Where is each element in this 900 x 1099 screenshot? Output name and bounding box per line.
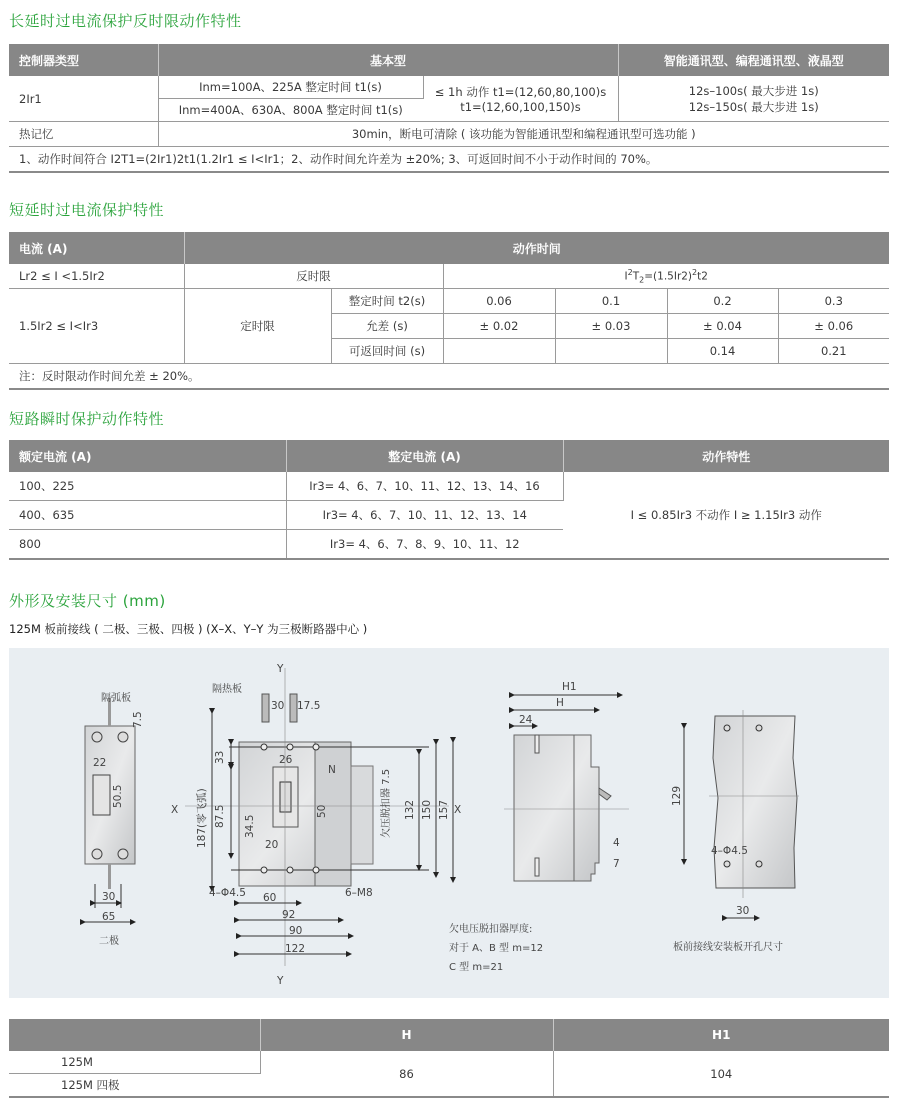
header-controller-type: 控制器类型: [9, 44, 158, 76]
long-delay-note: 1、动作时间符合 I2T1=(2Ir1)2t1(1.2Ir1 ≤ I<Ir1；2、动作时间允许差为 ±20%; 3、可返回时间不小于动作时间的 70%。: [9, 147, 889, 173]
header-action-time: 动作时间: [184, 232, 889, 264]
param-value: 0.06: [443, 289, 555, 314]
axis-x-right: X: [454, 804, 462, 816]
param-label: 整定时间 t2(s): [331, 289, 443, 314]
row-label-2ir1: 2Ir1: [9, 76, 158, 122]
panel-cutout-view: [671, 710, 799, 953]
dimensions-caption: 125M 板前接线 ( 二极、三极、四极 ) (X–X、Y–Y 为三极断路器中心 ): [9, 622, 368, 636]
basic-value-2: t1=(12,60,100,150)s: [460, 99, 581, 114]
panel-caption: 板前接线安装板开孔尺寸: [673, 942, 783, 953]
dim-front-6-m8: 6–M8: [345, 887, 373, 899]
heat-plate: [290, 694, 297, 722]
front-view: [185, 668, 453, 966]
param-value: ± 0.02: [443, 314, 555, 339]
action-value: I ≤ 0.85Ir3 不动作 I ≥ 1.15Ir3 动作: [563, 472, 889, 559]
param-value: ± 0.03: [555, 314, 667, 339]
model-125m-4p: 125M 四极: [9, 1074, 260, 1098]
param-value: 0.1: [555, 289, 667, 314]
terminal: [92, 732, 102, 742]
n-pole-label: N: [328, 764, 336, 776]
header-current: 电流 (A): [9, 232, 184, 264]
header-smart: 智能通讯型、编程通讯型、液晶型: [618, 44, 889, 76]
rated-value: 800: [9, 530, 286, 560]
two-pole-caption: 二极: [99, 936, 119, 947]
basic-values: [423, 76, 618, 122]
model-125m: 125M: [9, 1051, 260, 1074]
formula-sup: 2: [692, 267, 698, 277]
param-label: 允差 (s): [331, 314, 443, 339]
dim-front-60: 60: [263, 892, 277, 904]
dim-front-90: 90: [289, 925, 303, 937]
dimension-drawing: [9, 648, 889, 998]
dim-side-7: 7: [613, 858, 620, 870]
short-delay-note: 注：反时限动作时间允差 ± 20%。: [9, 364, 889, 390]
h-value: 86: [260, 1051, 553, 1097]
dim-front-26: 26: [279, 754, 293, 766]
header-action: 动作特性: [563, 440, 889, 472]
dim-front-132: 132: [404, 799, 416, 820]
formula-part: =(1.5Ir2): [644, 270, 693, 283]
inverse-mode: 反时限: [184, 264, 443, 289]
definite-current: 1.5Ir2 ≤ I<Ir3: [9, 289, 184, 364]
side-body: [514, 735, 599, 881]
axis-x-left: X: [171, 804, 179, 816]
basic-value-1: ≤ 1h 动作 t1=(12,60,80,100)s: [434, 84, 607, 99]
header-h: H: [260, 1019, 553, 1051]
dim-front-87-5: 87.5: [214, 804, 226, 828]
dim-30: 30: [102, 891, 116, 903]
formula-part: t2: [697, 270, 708, 283]
inverse-current: Lr2 ≤ I <1.5Ir2: [9, 264, 184, 289]
section-title-long-delay: 长延时过电流保护反时限动作特性: [9, 12, 242, 30]
dim-front-122: 122: [285, 943, 306, 955]
dim-front-30: 30: [271, 700, 285, 712]
section-title-short-delay: 短延时过电流保护特性: [9, 201, 165, 219]
dim-front-150: 150: [421, 799, 433, 820]
param-value: [443, 339, 555, 364]
axis-y-top: Y: [277, 663, 284, 675]
dim-front-20: 20: [265, 839, 279, 851]
header-model: [9, 1019, 260, 1051]
formula-part: T: [632, 270, 640, 283]
param-label: 可返回时间 (s): [331, 339, 443, 364]
dim-22: 22: [93, 757, 107, 769]
arc-plate-bottom: [108, 864, 111, 889]
formula-part: I: [624, 270, 628, 283]
memory-value: 30min，断电可清除 ( 该功能为智能通讯型和编程通讯型可选功能 ): [158, 122, 889, 147]
dim-front-50: 50: [316, 804, 328, 818]
rated-value: 100、225: [9, 472, 286, 501]
long-delay-table: [9, 44, 889, 173]
setting-value: Ir3= 4、6、7、10、11、12、13、14、16: [286, 472, 563, 501]
param-value: 0.14: [667, 339, 778, 364]
section-title-instantaneous: 短路瞬时保护动作特性: [9, 410, 165, 428]
dim-side-24: 24: [519, 714, 533, 726]
formula-sub: 2: [639, 275, 645, 285]
sub-row-1: Inm=100A、225A 整定时间 t1(s): [158, 76, 423, 99]
uv-note-2: 对于 A、B 型 m=12: [449, 943, 544, 954]
param-value: 0.21: [778, 339, 889, 364]
dim-front-34-5: 34.5: [244, 814, 256, 838]
terminal: [92, 849, 102, 859]
header-h1: H1: [553, 1019, 889, 1051]
front-handle: [280, 782, 291, 812]
rated-value: 400、635: [9, 501, 286, 530]
uv-note-1: 欠电压脱扣器厚度:: [449, 924, 533, 935]
axis-y-bottom: Y: [277, 975, 284, 987]
instantaneous-table: [9, 440, 889, 560]
dim-side-4: 4: [613, 837, 620, 849]
inverse-formula: [443, 264, 889, 289]
dim-front-4-phi-4-5: 4–Φ4.5: [209, 887, 246, 899]
dim-side-h: H: [556, 697, 564, 709]
dim-panel-4-phi-4-5: 4–Φ4.5: [711, 845, 748, 857]
terminal: [118, 849, 128, 859]
uv-note-3: C 型 m=21: [449, 962, 504, 973]
header-rated-current: 额定电流 (A): [9, 440, 286, 472]
section-title-dimensions: 外形及安装尺寸 (mm): [9, 592, 166, 610]
param-value: ± 0.06: [778, 314, 889, 339]
heat-plate: [262, 694, 269, 722]
dimension-diagram: [9, 648, 889, 998]
smart-value-1: 12s–100s( 最大步进 1s): [688, 83, 819, 98]
header-basic: 基本型: [158, 44, 618, 76]
dim-50-5: 50.5: [112, 784, 124, 808]
h-dimension-table: [9, 1019, 889, 1098]
dim-panel-30: 30: [736, 905, 750, 917]
smart-value-2: 12s–150s( 最大步进 1s): [688, 99, 819, 114]
dim-front-92: 92: [282, 909, 296, 921]
dim-panel-129: 129: [671, 785, 683, 806]
dim-front-17-5: 17.5: [297, 700, 321, 712]
two-pole-arc-label: 隔弧板: [101, 693, 131, 704]
dim-side-h1: H1: [562, 681, 577, 693]
param-value: 0.3: [778, 289, 889, 314]
memory-label: 热记忆: [9, 122, 158, 147]
dim-front-187: 187(零飞弧): [196, 788, 208, 848]
smart-values: [618, 76, 889, 122]
setting-value: Ir3= 4、6、7、10、11、12、13、14: [286, 501, 563, 530]
dim-front-33: 33: [214, 750, 226, 764]
param-value: ± 0.04: [667, 314, 778, 339]
h1-value: 104: [553, 1051, 889, 1097]
header-setting-current: 整定电流 (A): [286, 440, 563, 472]
formula-sup: 2: [627, 267, 633, 277]
setting-value: Ir3= 4、6、7、8、9、10、11、12: [286, 530, 563, 560]
two-pole-view: [85, 691, 144, 947]
handle: [93, 775, 110, 815]
short-delay-table: [9, 232, 889, 390]
dim-65: 65: [102, 911, 116, 923]
front-heat-plate-label: 隔热板: [212, 684, 242, 695]
param-value: [555, 339, 667, 364]
dim-front-157: 157: [438, 799, 450, 820]
definite-mode: 定时限: [184, 289, 331, 364]
undervoltage-release: [351, 766, 373, 864]
dim-7-5: 7.5: [132, 711, 144, 728]
terminal: [118, 732, 128, 742]
side-view: [449, 681, 629, 973]
sub-row-2: Inm=400A、630A、800A 整定时间 t1(s): [158, 99, 423, 122]
param-value: 0.2: [667, 289, 778, 314]
dim-front-uv-release: 欠压脱扣器 7.5: [381, 768, 392, 838]
